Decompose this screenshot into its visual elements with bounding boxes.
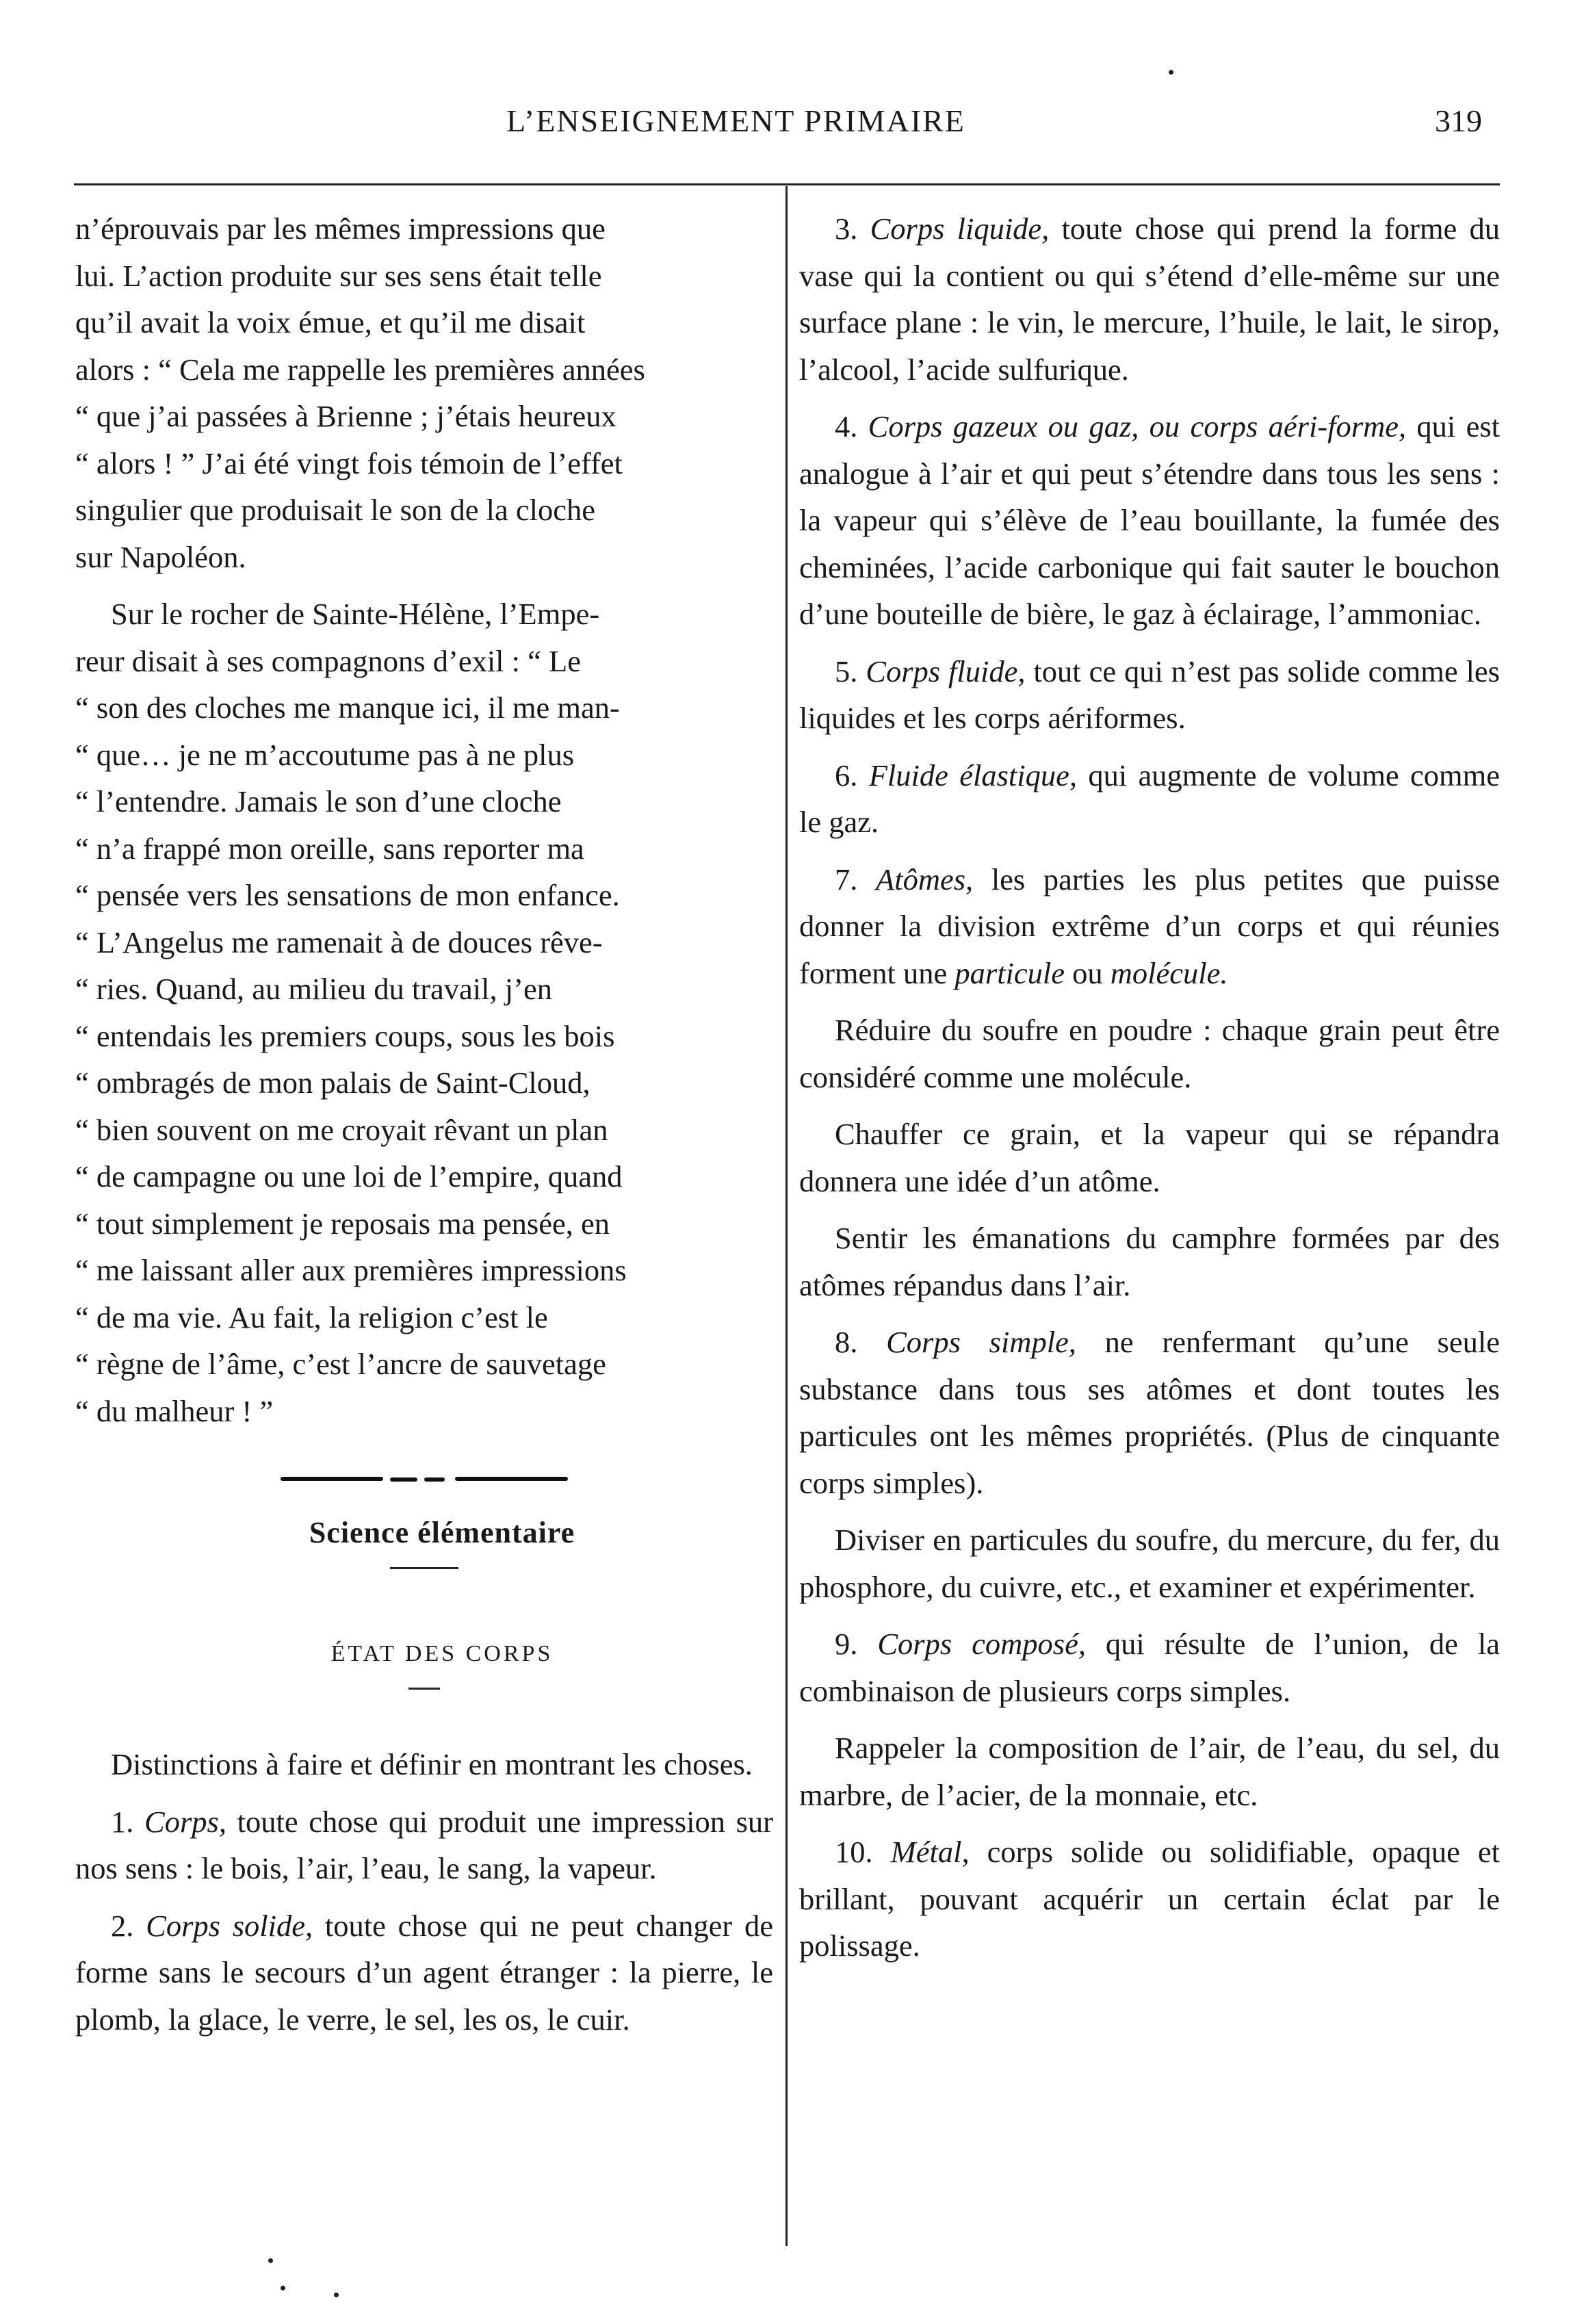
text-line: “ L’Angelus me ramenait à de douces rêve- <box>75 925 603 959</box>
header-rule <box>74 183 1500 185</box>
print-speck <box>268 2258 273 2263</box>
paragraph-sentir: Sentir les émanations du camphre formées par des atômes répandus dans l’air. <box>799 1221 1500 1302</box>
paragraph-reduire: Réduire du soufre en poudre : chaque grain peut être considéré comme une molécule. <box>799 1013 1500 1094</box>
definition-number: 4. <box>835 409 858 443</box>
text-line: alors : “ Cela me rappelle les premières années <box>75 352 645 387</box>
right-column <box>799 205 1500 1980</box>
definition-text: toute chose qui prend la forme du vase qui la contient ou qui s’étend d’elle-même sur une surface plane : le vin, le mercure, l’huile, le lait, le sirop, l’alcool, l’acide sulfurique. <box>799 211 1500 387</box>
definition-term: molécule. <box>1110 955 1228 990</box>
definition-number: 5. <box>835 654 858 688</box>
definition-number: 1. <box>111 1804 134 1839</box>
definition-term: Corps gazeux ou gaz, ou corps aéri-forme, <box>868 409 1407 443</box>
text-line: “ n’a frappé mon oreille, sans reporter ma <box>75 831 584 866</box>
definition-term: Corps solide, <box>146 1908 313 1943</box>
definition-term: Corps liquide, <box>870 211 1050 246</box>
text-line: Sur le rocher de Sainte-Hélène, l’Empe- <box>111 597 600 631</box>
definition-number: 10. <box>835 1835 873 1869</box>
definition-term: Fluide élastique, <box>868 758 1078 792</box>
text-line: “ de ma vie. Au fait, la religion c’est le <box>75 1300 548 1334</box>
definition-9 <box>799 1621 1500 1714</box>
text-line: “ alors ! ” J’ai été vingt fois témoin de l’effet <box>75 446 623 480</box>
definition-10 <box>799 1829 1500 1970</box>
definition-term: Corps, <box>144 1804 226 1839</box>
text-line: “ de campagne ou une loi de l’empire, quand <box>75 1159 623 1193</box>
definition-term: Corps composé, <box>877 1627 1086 1661</box>
text-line: “ règne de l’âme, c’est l’ancre de sauvetage <box>75 1347 606 1381</box>
text-line: n’éprouvais par les mêmes impressions que <box>75 211 606 246</box>
definition-text: corps solide ou solidifiable, opaque et brillant, pouvant acquérir un certain éclat par le polissage. <box>799 1835 1500 1963</box>
page-number: 319 <box>1435 103 1482 138</box>
text-line: “ son des cloches me manque ici, il me man- <box>75 690 620 725</box>
definition-number: 8. <box>835 1325 858 1359</box>
definition-8 <box>799 1319 1500 1506</box>
subsection-rule <box>408 1688 440 1690</box>
paragraph-rappeler: Rappeler la composition de l’air, de l’eau, du sel, du marbre, de l’acier, de la monnaie, etc. <box>799 1731 1500 1812</box>
paragraph-intro: Distinctions à faire et définir en montrant les choses. <box>111 1747 753 1781</box>
definition-number: 3. <box>835 211 858 246</box>
definition-5 <box>799 648 1500 742</box>
print-speck <box>281 2286 285 2290</box>
text-line: “ entendais les premiers coups, sous les bois <box>75 1018 615 1053</box>
definition-text: toute chose qui produit une impression sur nos sens : le bois, l’air, l’eau, le sang, la vapeur. <box>75 1804 773 1885</box>
definition-text: ne renfermant qu’une seule substance dans tous ses atômes et dont toutes les particules ont les mêmes propriétés. (Plus de cinquante corps simples). <box>799 1325 1500 1500</box>
paragraph-sainte-helene <box>75 591 773 1434</box>
text-line: “ tout simplement je reposais ma pensée, en <box>75 1206 610 1241</box>
definition-text: toute chose qui ne peut changer de forme sans le secours d’un agent étranger : la pierre, le plomb, la glace, le verre, le sel, les os, le cuir. <box>75 1908 774 2037</box>
text-line: “ me laissant aller aux premières impressions <box>75 1253 627 1287</box>
definition-term: Atômes, <box>876 862 974 896</box>
text-line: “ que j’ai passées à Brienne ; j’étais heureux <box>75 399 616 433</box>
paragraph-diviser: Diviser en particules du soufre, du mercure, du fer, du phosphore, du cuivre, etc., et examiner et expérimenter. <box>799 1523 1500 1604</box>
definition-7 <box>799 856 1500 997</box>
definition-text: qui est analogue à l’air et qui peut s’étendre dans tous les sens : la vapeur qui s’élève de l’eau bouillante, la fumée des cheminées, l’acide carbonique qui fait sauter le bouchon d’une bouteille de bière, le gaz à éclairage, l’ammoniac. <box>799 409 1500 631</box>
definition-number: 6. <box>835 758 858 792</box>
column-divider <box>785 186 788 2246</box>
definition-term: Métal, <box>890 1835 970 1869</box>
definition-number: 2. <box>111 1908 134 1943</box>
section-title: Science élémentaire <box>309 1516 575 1549</box>
paragraph-napoleon-brienne <box>75 205 773 580</box>
definition-1 <box>75 1798 773 1892</box>
text-line: “ ries. Quand, au milieu du travail, j’en <box>75 972 552 1006</box>
definition-term: Corps fluide, <box>866 654 1026 688</box>
definition-number: 7. <box>835 862 858 896</box>
text-line: singulier que produisait le son de la cloche <box>75 493 595 527</box>
definition-text: qui augmente de volume comme le gaz. <box>799 758 1501 839</box>
text-line: qu’il avait la voix émue, et qu’il me disait <box>75 305 586 339</box>
section-fleuron <box>281 1477 568 1482</box>
text-line: lui. L’action produite sur ses sens était telle <box>75 258 602 293</box>
definition-3 <box>799 205 1500 393</box>
text-line: reur disait à ses compagnons d’exil : “ Le <box>75 643 581 678</box>
text-line: sur Napoléon. <box>75 539 246 574</box>
section-rule <box>390 1567 458 1569</box>
definition-4 <box>799 403 1500 638</box>
definition-term: particule <box>955 955 1065 990</box>
definition-text: ou <box>1065 955 1111 990</box>
definition-2 <box>75 1902 773 2043</box>
definition-text: tout ce qui n’est pas solide comme les liquides et les corps aériformes. <box>799 654 1500 735</box>
definition-number: 9. <box>835 1627 858 1661</box>
text-line: “ du malheur ! ” <box>75 1393 274 1428</box>
running-header-title: L’ENSEIGNEMENT PRIMAIRE <box>506 103 965 138</box>
paragraph-chauffer: Chauffer ce grain, et la vapeur qui se répandra donnera une idée d’un atôme. <box>799 1117 1500 1198</box>
left-column <box>75 205 773 2053</box>
text-line: “ que… je ne m’accoutume pas à ne plus <box>75 737 575 772</box>
definition-term: Corps simple, <box>886 1325 1076 1359</box>
text-line: “ pensée vers les sensations de mon enfance. <box>75 878 620 912</box>
definition-text: les parties les plus petites que puisse donner la division extrême d’un corps et qui réunies forment une <box>799 862 1501 990</box>
text-line: “ ombragés de mon palais de Saint-Cloud, <box>75 1066 590 1100</box>
text-line: “ bien souvent on me croyait rêvant un plan <box>75 1112 608 1147</box>
print-speck <box>1169 70 1173 75</box>
text-line: “ l’entendre. Jamais le son d’une cloche <box>75 784 562 818</box>
subsection-title: ÉTAT DES CORPS <box>330 1640 554 1666</box>
definition-6 <box>799 752 1500 846</box>
definition-text: qui résulte de l’union, de la combinaison de plusieurs corps simples. <box>799 1627 1500 1708</box>
print-speck <box>334 2293 339 2297</box>
